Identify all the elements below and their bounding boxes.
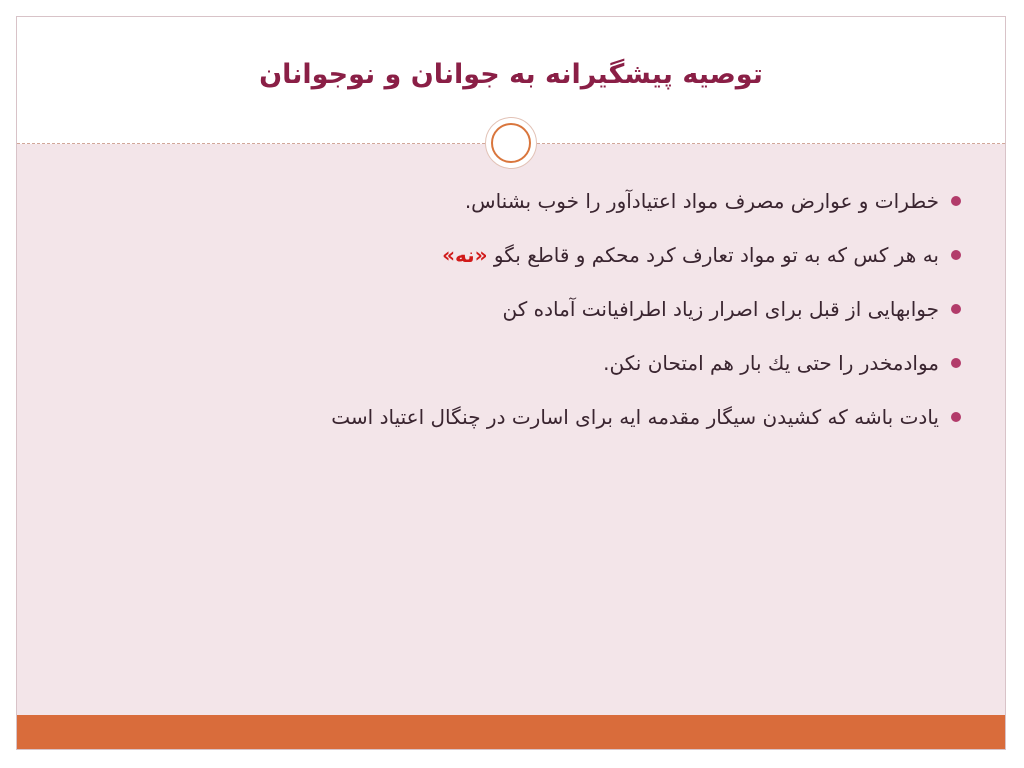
circle-ornament-icon xyxy=(485,117,537,169)
bullet-text: به هر کس که به تو مواد تعارف کرد محکم و قاطع بگو xyxy=(487,243,939,267)
bullet-accent-word: «نه» xyxy=(442,243,488,267)
bullet-dot-icon xyxy=(951,250,961,260)
bullet-text: موادمخدر را حتی یك بار هم امتحان نكن. xyxy=(603,351,939,375)
bullet-list xyxy=(81,183,961,453)
slide-title: توصیه پیشگیرانه به جوانان و نوجوانان xyxy=(259,59,763,90)
slide xyxy=(16,16,1006,750)
bullet-text: جوابهایی از قبل برای اصرار زیاد اطرافیانت آماده کن xyxy=(502,297,939,321)
bullet-item xyxy=(81,291,961,345)
bullet-item xyxy=(81,183,961,237)
bottom-band xyxy=(17,715,1005,749)
bullet-item xyxy=(81,399,961,453)
bullet-dot-icon xyxy=(951,358,961,368)
ornament-ring xyxy=(491,123,531,163)
bullet-text: خطرات و عوارض مصرف مواد اعتیادآور را خوب بشناس. xyxy=(464,189,939,213)
bullet-item xyxy=(81,345,961,399)
bullet-dot-icon xyxy=(951,412,961,422)
bullet-dot-icon xyxy=(951,304,961,314)
bullet-item xyxy=(81,237,961,291)
bullet-text: یادت باشه که کشیدن سیگار مقدمه ایه برای اسارت در چنگال اعتیاد است xyxy=(331,405,939,429)
bullet-dot-icon xyxy=(951,196,961,206)
